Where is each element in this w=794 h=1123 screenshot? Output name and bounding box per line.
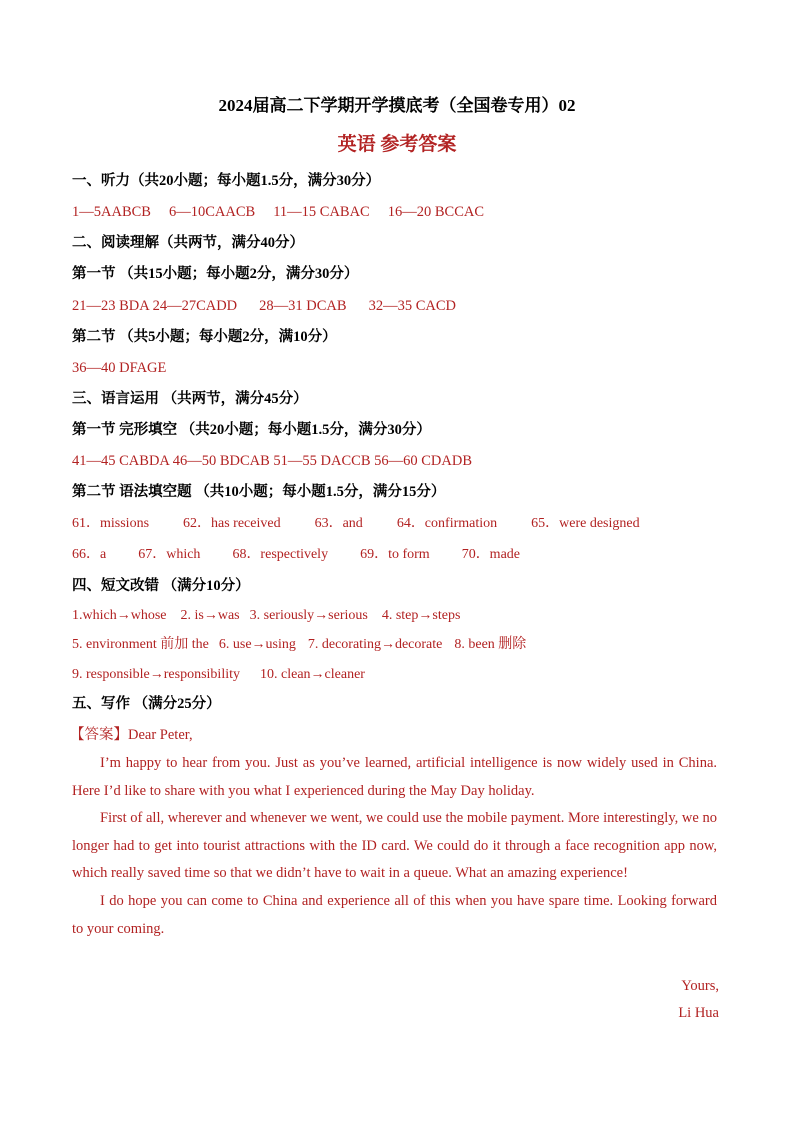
- correction-item: 4. step→steps: [381, 608, 461, 623]
- essay-paragraph: I do hope you can come to China and experience all of this when you have spare time. Looking forward to your coming.: [72, 892, 717, 937]
- answer-item: 66．a: [72, 547, 107, 562]
- answer-item: 70．made: [461, 547, 521, 562]
- error-correction-row1: [72, 606, 460, 626]
- answer-item: 68．respectively: [232, 547, 329, 562]
- correction-item: 10. clean→cleaner: [260, 667, 365, 682]
- page-title: 2024届高二下学期开学摸底考（全国卷专用）02: [218, 96, 576, 115]
- page-subtitle: 英语 参考答案: [337, 134, 457, 155]
- essay-paragraph: First of all, wherever and whenever we went, we could use the mobile payment. More interestingly, we no longer had to get into tourist attractions with the ID card. We could do it through a face recognition app now, which really saved time so that we didn’t have to wait in a queue. What an amazing experience!: [72, 810, 717, 882]
- essay-greeting-line: [70, 725, 193, 745]
- section-listening-answers: [72, 202, 484, 222]
- section-language-heading: 三、语言运用 （共两节，满分45分）: [72, 391, 308, 407]
- essay-closing: Yours,: [681, 978, 719, 994]
- correction-item: 1.which→whose: [72, 608, 167, 623]
- answer-group: 11—15 CABAC: [273, 204, 370, 220]
- essay-paragraph: I’m happy to hear from you. Just as you’ve learned, artificial intelligence is now widely used in China. Here I’d like to share with you what I experienced during the May Day holiday.: [72, 755, 717, 799]
- error-correction-row3: [72, 665, 365, 685]
- grammar-answers-row1: [72, 514, 640, 534]
- answer-group: 32—35 CACD: [368, 298, 456, 314]
- reading-part1-heading: 第一节 （共15小题；每小题2分，满分30分）: [72, 266, 359, 282]
- correction-item: 5. environment 前加 the: [72, 637, 209, 652]
- essay-signature: Li Hua: [678, 1005, 719, 1021]
- essay-body: [72, 750, 717, 943]
- essay-greeting: Dear Peter,: [128, 727, 193, 743]
- cloze-heading: 第一节 完形填空 （共20小题；每小题1.5分，满分30分）: [72, 422, 431, 438]
- answer-item: 67．which: [138, 547, 201, 562]
- section-error-correction-heading: 四、短文改错 （满分10分）: [72, 578, 250, 594]
- section-listening-heading: 一、听力（共20小题；每小题1.5分，满分30分）: [72, 173, 381, 189]
- correction-item: 9. responsible→responsibility: [72, 667, 240, 682]
- answer-group: 1—5AABCB: [72, 204, 151, 220]
- answer-item: 63．and: [314, 516, 363, 531]
- error-correction-row2: [72, 635, 526, 655]
- correction-item: 7. decorating→decorate: [307, 637, 443, 652]
- answer-group: 28—31 DCAB: [259, 298, 347, 314]
- answer-group: 16—20 BCCAC: [387, 204, 485, 220]
- section-writing-heading: 五、写作 （满分25分）: [72, 696, 221, 712]
- grammar-answers-row2: [72, 545, 520, 565]
- reading-part1-answers: [72, 296, 456, 316]
- correction-item: 8. been 删除: [454, 637, 527, 652]
- answer-item: 61．missions: [72, 516, 150, 531]
- correction-item: 6. use→using: [218, 637, 296, 652]
- section-reading-heading: 二、阅读理解（共两节，满分40分）: [72, 235, 304, 251]
- cloze-answers: 41—45 CABDA 46—50 BDCAB 51—55 DACCB 56—60 CDADB: [72, 453, 473, 469]
- answer-group: 21—23 BDA 24—27CADD: [72, 298, 238, 314]
- correction-item: 2. is→was: [180, 608, 240, 623]
- answer-item: 62．has received: [183, 516, 281, 531]
- grammar-heading: 第二节 语法填空题 （共10小题；每小题1.5分，满分15分）: [72, 484, 446, 500]
- answer-item: 65．were designed: [531, 516, 640, 531]
- correction-item: 3. seriously→serious: [249, 608, 368, 623]
- answer-group: 6—10CAACB: [168, 204, 256, 220]
- reading-part2-heading: 第二节 （共5小题；每小题2分，满10分）: [72, 329, 337, 345]
- answer-item: 64．confirmation: [396, 516, 498, 531]
- answer-item: 69．to form: [360, 547, 430, 562]
- reading-part2-answers: 36—40 DFAGE: [72, 360, 167, 376]
- answer-label: 【答案】: [70, 727, 128, 743]
